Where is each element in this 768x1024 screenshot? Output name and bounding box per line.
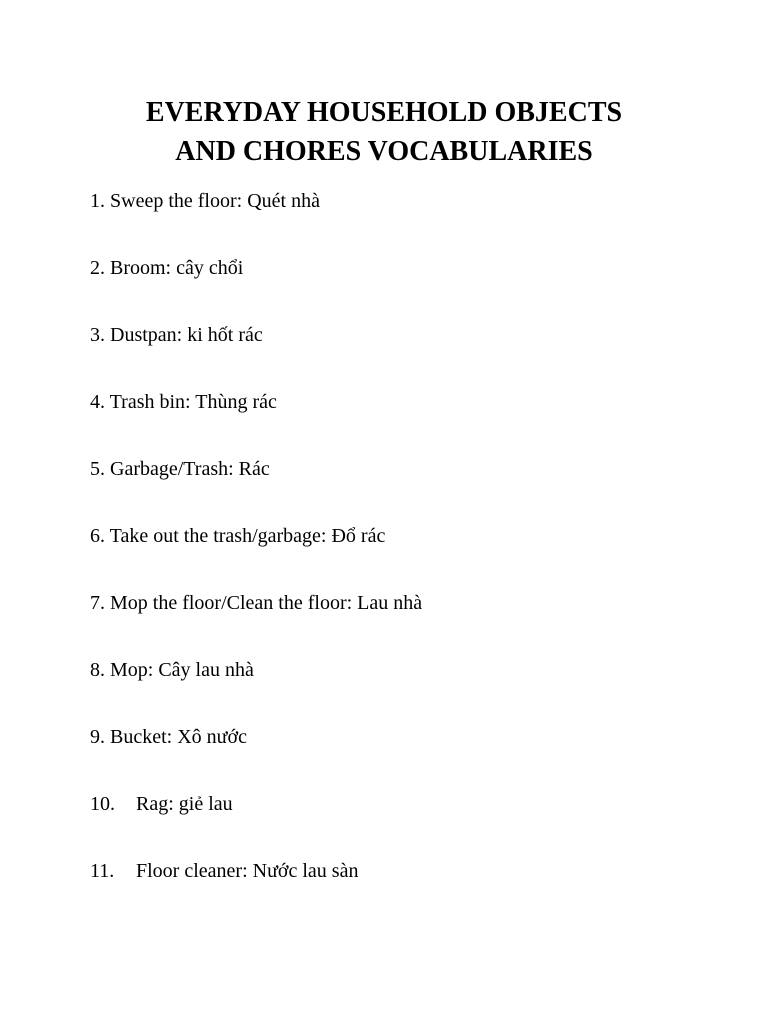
list-item bbox=[90, 455, 422, 522]
item-number: 9. bbox=[90, 726, 105, 748]
list-item bbox=[90, 790, 422, 857]
list-item bbox=[90, 522, 422, 589]
item-text: Mop the floor/Clean the floor: Lau nhà bbox=[110, 592, 423, 614]
item-number: 1. bbox=[90, 190, 105, 212]
item-number: 11. bbox=[90, 860, 115, 882]
list-item bbox=[90, 723, 422, 790]
item-text: Bucket: Xô nước bbox=[110, 726, 247, 748]
item-number: 4. bbox=[90, 391, 105, 413]
item-text: Sweep the floor: Quét nhà bbox=[110, 190, 320, 212]
item-text: Broom: cây chổi bbox=[110, 257, 244, 279]
list-item bbox=[90, 254, 422, 321]
item-number: 10. bbox=[90, 793, 115, 815]
document-title bbox=[0, 93, 768, 171]
item-text: Dustpan: ki hốt rác bbox=[110, 324, 263, 346]
item-text: Garbage/Trash: Rác bbox=[110, 458, 270, 480]
item-text: Mop: Cây lau nhà bbox=[110, 659, 254, 681]
title-line-2: AND CHORES VOCABULARIES bbox=[175, 136, 593, 167]
item-number: 3. bbox=[90, 324, 105, 346]
item-number: 6. bbox=[90, 525, 105, 547]
item-number: 8. bbox=[90, 659, 105, 681]
list-item bbox=[90, 589, 422, 656]
item-text: Trash bin: Thùng rác bbox=[109, 391, 277, 413]
list-item bbox=[90, 656, 422, 723]
list-item bbox=[90, 187, 422, 254]
item-text: Rag: giẻ lau bbox=[136, 793, 233, 815]
item-number: 5. bbox=[90, 458, 105, 480]
item-text: Floor cleaner: Nước lau sàn bbox=[136, 860, 359, 882]
item-number: 2. bbox=[90, 257, 105, 279]
list-item bbox=[90, 388, 422, 455]
title-line-1: EVERYDAY HOUSEHOLD OBJECTS bbox=[145, 97, 623, 128]
list-item bbox=[90, 857, 422, 924]
item-text: Take out the trash/garbage: Đổ rác bbox=[109, 525, 386, 547]
item-number: 7. bbox=[90, 592, 105, 614]
vocabulary-list bbox=[90, 187, 422, 924]
list-item bbox=[90, 321, 422, 388]
